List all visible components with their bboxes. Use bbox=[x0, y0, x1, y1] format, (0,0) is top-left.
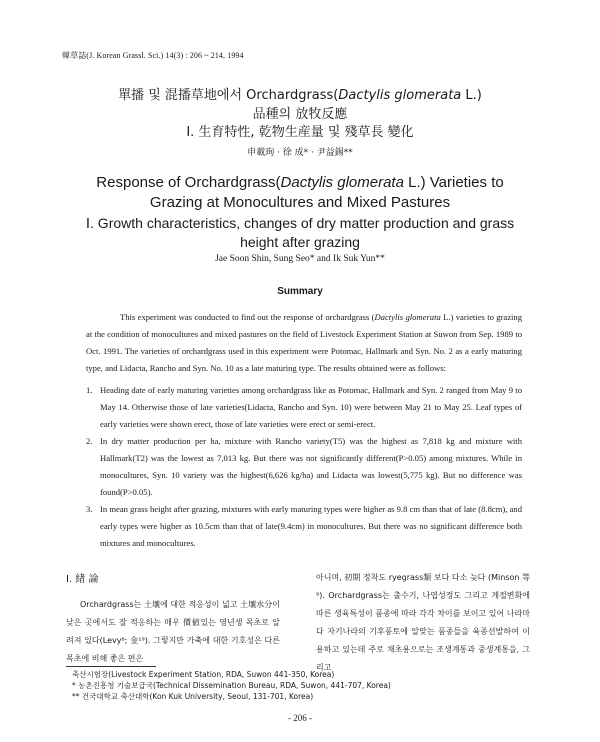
footnote-2: * 농촌진흥청 기술보급국(Technical Dissemination Bureau, RDA, Suwon, 441-707, Korea) bbox=[72, 681, 391, 690]
introduction-heading: Ⅰ. 緖 論 bbox=[66, 574, 99, 585]
summary-paragraph: This experiment was conducted to find out the response of orchardgrass (Dactylis glomerata L.) varieties to grazing at the condition of monocultures and mixed pastures on the field of Livestock Experiment Station at Suwon from Sep. 1989 to Oct. 1991. The varieties of orchardgrass used in this experiment were Potomac, Hallmark and Syn. No. 2 as a early maturing type, and Lidacta, Rancho and Syn. No. 10 as a late maturing type. The results obtained were as follows: bbox=[86, 312, 522, 373]
page-number: - 206 - bbox=[288, 713, 312, 723]
korean-title-line-2: 品種의 放牧反應 bbox=[252, 107, 348, 122]
result-item-1: 1. Heading date of early maturing varieties among orchardgrass like as Potomac, Hallmark and Syn. 2 ranged from May 9 to May 14. Otherwise those of late varieties(Lidacta, Rancho and Syn. 10) were between May 21 to May 25. Leaf types of early varieties were shown erect, those of late varieties were erect or semi-erect. bbox=[86, 385, 522, 429]
result-item-2: 2. In dry matter production per ha, mixture with Rancho variety(T5) was the highest as 7,818 kg and mixture with Hallmark(T2) was the lowest as 7,013 kg. But there was not significantly different(P>0.05) among mixtures. While in monocultures, Syn. 10 variety was the highest(6,626 kg/ha) and Lidacta was lowest(5,775 kg). But no difference was found(P>0.05). bbox=[86, 436, 522, 497]
summary-results-list bbox=[86, 382, 522, 552]
english-authors: Jae Soon Shin, Sung Seo* and Ik Suk Yun** bbox=[215, 254, 385, 264]
korean-title-line-1: 單播 및 混播草地에서 Orchardgrass(Dactylis glomerata L.) bbox=[118, 88, 482, 103]
introduction-right-column: 아니며, 初期 정착도 ryegrass類 보다 다소 늦다 (Minson 等⁹). Orchardgrass는 출수기, 나엽성정도 그리고 계절변화에 따른 생육특성이 품종에 따라 각각 차이를 보이고 있어 나라마다 자기나라의 기후풍토에 알맞는 품종들을 육종선발하여 이용하고 있는데 주로 채초용으로는 조생계통과 중생계통을, 그리고 bbox=[316, 573, 530, 672]
korean-authors: 申載珣 · 徐 成* · 尹益錫** bbox=[247, 148, 353, 158]
summary-heading: Summary bbox=[277, 286, 323, 297]
footnote-1: 축산시험장(Livestock Experiment Station, RDA, Suwon 441-350, Korea) bbox=[72, 670, 335, 679]
english-subtitle-line-2: height after grazing bbox=[240, 234, 360, 250]
korean-subtitle: Ⅰ. 生育特性, 乾物生産量 및 殘草長 變化 bbox=[186, 125, 414, 140]
result-item-3: 3. In mean grass height after grazing, mixtures with early maturing types were higher as 9.8 cm than that of late (8.8cm), and early types were higher as 10.5cm than that of late(9.4cm) in monocultures. But there was no significant difference both mixtures and monocultures. bbox=[86, 504, 522, 548]
english-title-line-2: Grazing at Monocultures and Mixed Pastures bbox=[149, 194, 451, 211]
footnote-3: ** 건국대학교 축산대학(Kon Kuk University, Seoul, 131-701, Korea) bbox=[72, 692, 314, 701]
english-title-line-1: Response of Orchardgrass(Dactylis glomerata L.) Varieties to bbox=[96, 174, 504, 191]
english-subtitle-line-1: Ⅰ. Growth characteristics, changes of dry matter production and grass bbox=[85, 215, 515, 231]
footnote-divider bbox=[66, 666, 156, 667]
journal-citation: 韓草誌(J. Korean Grassl. Sci.) 14(3) : 206 ~ 214, 1994 bbox=[62, 51, 244, 60]
introduction-left-column: Orchardgrass는 土壤에 대한 적응성이 넓고 土壤水分이 낮은 곳에서도 잘 적응하는 매우 價値있는 영년생 목초로 알려져 있다(Levy⁸; 金¹⁹). 그렇지만 가축에 대한 기호성은 다른 목초에 비해 좋은 편은 bbox=[66, 600, 280, 663]
